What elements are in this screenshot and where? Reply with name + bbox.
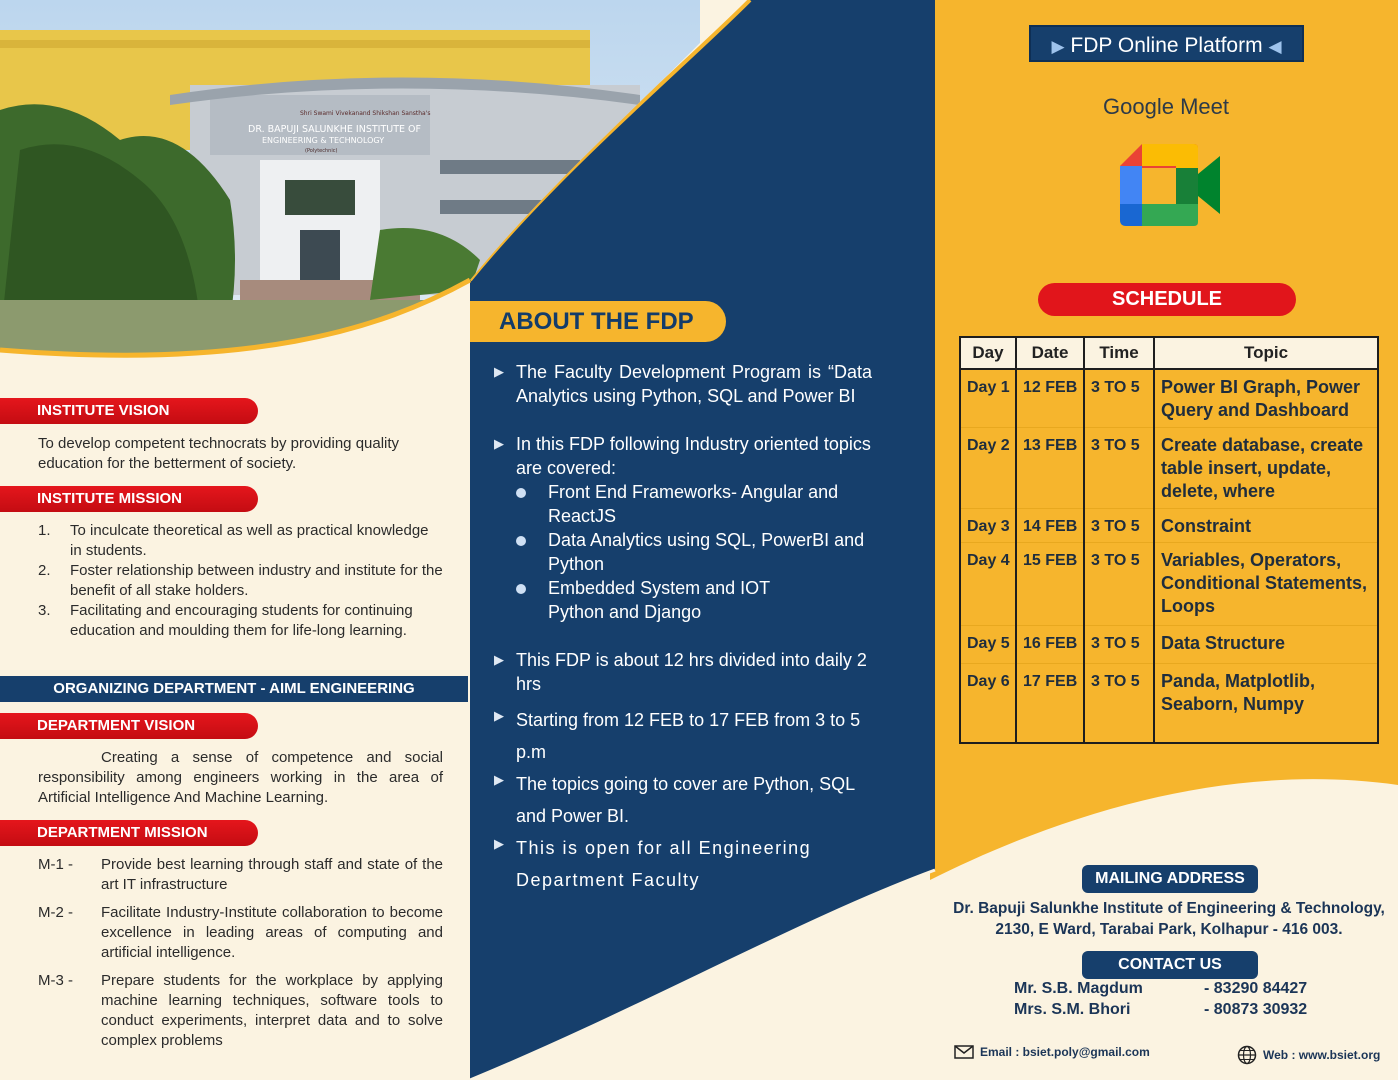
- contact-name: Mrs. S.M. Bhori: [1014, 1001, 1131, 1018]
- table-row: [960, 369, 1378, 427]
- cell-time: 3 TO 5: [1084, 663, 1154, 743]
- list-item: ▶ In this FDP following Industry oriented topics are covered:: [494, 434, 871, 478]
- department-mission-label: DEPARTMENT MISSION: [0, 820, 258, 846]
- topic-item: Data Analytics using SQL, PowerBI and Python: [494, 528, 872, 576]
- sign-line1: Shri Swami Vivekanand Shikshan Sanstha's: [300, 110, 431, 117]
- contact-row: [1014, 980, 1344, 998]
- contact-us-label: CONTACT US: [1082, 951, 1258, 979]
- cell-time: 3 TO 5: [1084, 625, 1154, 663]
- cell-day: Day 2: [960, 427, 1016, 508]
- address-line: Dr. Bapuji Salunkhe Institute of Engineering & Technology,: [953, 900, 1385, 917]
- cell-date: 12 FEB: [1016, 369, 1084, 427]
- google-meet-icon: [1112, 138, 1224, 232]
- envelope-icon: [954, 1045, 974, 1059]
- cell-day: Day 4: [960, 542, 1016, 625]
- cell-topic: Create database, create table insert, update, delete, where: [1154, 427, 1378, 508]
- cell-topic: Constraint: [1154, 508, 1378, 542]
- department-vision-text: Creating a sense of competence and social responsibility among engineers working in the area of Artificial Intelligence And Machine Learning.: [38, 749, 443, 806]
- cell-day: Day 1: [960, 369, 1016, 427]
- list-item: ▶ The Faculty Development Program is “Data Analytics using Python, SQL and Power BI: [494, 362, 872, 406]
- google-meet-label: Google Meet: [1103, 94, 1229, 119]
- table-row: [960, 427, 1378, 508]
- address-line: 2130, E Ward, Tarabai Park, Kolhapur - 416 003.: [995, 921, 1343, 938]
- schedule-label: SCHEDULE: [1038, 283, 1296, 316]
- cell-topic: Data Structure: [1154, 625, 1378, 663]
- cell-topic: Panda, Matplotlib, Seaborn, Numpy: [1154, 663, 1378, 743]
- cell-date: 17 FEB: [1016, 663, 1084, 743]
- cell-time: 3 TO 5: [1084, 508, 1154, 542]
- cell-date: 16 FEB: [1016, 625, 1084, 663]
- email-text: Email : bsiet.poly@gmail.com: [980, 1045, 1150, 1059]
- cell-time: 3 TO 5: [1084, 427, 1154, 508]
- table-row: [960, 542, 1378, 625]
- institute-vision-label: INSTITUTE VISION: [0, 398, 258, 424]
- column-header: Date: [1016, 337, 1084, 369]
- institute-mission-label: INSTITUTE MISSION: [0, 486, 258, 512]
- email-line: [954, 1045, 1150, 1059]
- schedule-table: [959, 336, 1379, 744]
- about-fdp-title: ABOUT THE FDP: [470, 301, 726, 342]
- cell-time: 3 TO 5: [1084, 369, 1154, 427]
- cell-date: 14 FEB: [1016, 508, 1084, 542]
- list-item: 1. To inculcate theoretical as well as practical knowledge in students.: [38, 522, 429, 559]
- list-item: 3. Facilitating and encouraging students for continuing education and moulding them for life-long learning.: [38, 602, 413, 639]
- column-header: Topic: [1154, 337, 1378, 369]
- contact-phone: - 80873 30932: [1204, 1001, 1308, 1018]
- list-item: ▶ Starting from 12 FEB to 17 FEB from 3 to 5 p.m: [494, 708, 861, 762]
- table-row: [960, 625, 1378, 663]
- triangle-right-icon: ▶: [1051, 37, 1065, 56]
- topic-item: Embedded System and IOT Python and Django: [494, 576, 872, 624]
- column-header: Time: [1084, 337, 1154, 369]
- list-item: M-1 - Provide best learning through staff and state of the art IT infrastructure: [38, 856, 443, 893]
- organizing-department-bar: ORGANIZING DEPARTMENT - AIML ENGINEERING: [0, 676, 468, 702]
- column-header: Day: [960, 337, 1016, 369]
- department-vision-label: DEPARTMENT VISION: [0, 713, 258, 739]
- contact-row: [1014, 1001, 1344, 1019]
- list-item: M-2 - Facilitate Industry-Institute collaboration to become excellence in leading areas of computing and artificial intelligence.: [38, 904, 443, 961]
- list-item: ▶ This is open for all Engineering Department Faculty: [494, 836, 812, 890]
- table-row: [960, 663, 1378, 743]
- sign-line2: DR. BAPUJI SALUNKHE INSTITUTE OF: [248, 124, 421, 135]
- cell-time: 3 TO 5: [1084, 542, 1154, 625]
- web-line: [1237, 1045, 1380, 1065]
- cell-date: 15 FEB: [1016, 542, 1084, 625]
- cell-day: Day 6: [960, 663, 1016, 743]
- institute-vision-text: To develop competent technocrats by providing quality education for the betterment of society.: [38, 435, 400, 472]
- platform-label: ▶ FDP Online Platform ◀: [1029, 25, 1304, 62]
- table-row: [960, 508, 1378, 542]
- list-item: ▶ This FDP is about 12 hrs divided into daily 2 hrs: [494, 650, 867, 694]
- list-item: M-3 - Prepare students for the workplace by applying machine learning techniques, software tools to conduct experiments, interpret data and to solve complex problems: [38, 972, 443, 1049]
- mailing-address: [940, 898, 1398, 940]
- cell-date: 13 FEB: [1016, 427, 1084, 508]
- cell-day: Day 3: [960, 508, 1016, 542]
- cell-topic: Power BI Graph, Power Query and Dashboard: [1154, 369, 1378, 427]
- sign-line3: ENGINEERING & TECHNOLOGY: [262, 136, 385, 145]
- contact-phone: - 83290 84427: [1204, 980, 1308, 997]
- cell-day: Day 5: [960, 625, 1016, 663]
- sign-line4: (Polytechnic): [305, 148, 338, 154]
- cell-topic: Variables, Operators, Conditional Statements, Loops: [1154, 542, 1378, 625]
- list-item: ▶ The topics going to cover are Python, SQL and Power BI.: [494, 772, 855, 826]
- about-fdp-content: [494, 360, 872, 896]
- list-item: 2. Foster relationship between industry and institute for the benefit of all stake holders.: [38, 562, 443, 599]
- contact-name: Mr. S.B. Magdum: [1014, 980, 1143, 997]
- web-text: Web : www.bsiet.org: [1263, 1048, 1381, 1062]
- topic-item: Front End Frameworks- Angular and ReactJS: [494, 480, 872, 528]
- triangle-left-icon: ◀: [1268, 37, 1282, 56]
- globe-icon: [1237, 1045, 1257, 1065]
- table-header-row: [960, 337, 1378, 369]
- institute-mission-list: [38, 521, 443, 641]
- department-mission-list: [38, 855, 443, 1059]
- mailing-address-label: MAILING ADDRESS: [1082, 865, 1258, 893]
